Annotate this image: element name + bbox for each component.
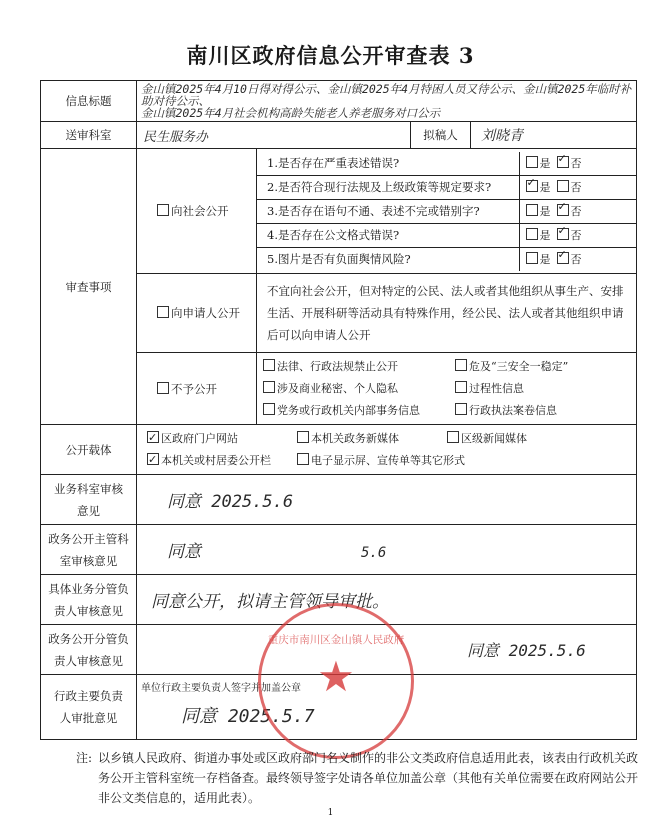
- q3-yes-label: 是: [539, 205, 551, 218]
- option-applicant[interactable]: [137, 274, 257, 353]
- q4-no-checkbox[interactable]: [557, 228, 569, 240]
- footnote: [76, 748, 639, 808]
- applicant-label: 向申请人公开: [171, 306, 240, 320]
- official-seal: [258, 603, 414, 759]
- q1-no-checkbox[interactable]: [557, 156, 569, 168]
- question-2: 2.是否符合现行法规及上级政策等规定要求?: [257, 175, 519, 199]
- social-label: 向社会公开: [171, 204, 229, 218]
- form-title: 南川区政府信息公开审查表 3: [186, 43, 475, 68]
- reason-process[interactable]: [455, 382, 524, 395]
- department-label: 送审科室: [41, 122, 137, 149]
- q4-yes-checkbox[interactable]: [526, 228, 538, 240]
- carrier-options: [137, 425, 637, 475]
- reason-security-label: 危及“三安全一稳定”: [469, 359, 569, 373]
- q1-yes-checkbox[interactable]: [526, 156, 538, 168]
- gov-section-review-value[interactable]: [137, 525, 637, 575]
- star-icon: ★: [317, 652, 355, 701]
- question-3-answers[interactable]: [519, 199, 636, 223]
- not-public-checkbox[interactable]: [157, 382, 169, 394]
- biz-review-value[interactable]: 同意 2025.5.6: [137, 475, 637, 525]
- q2-yes-label: 是: [539, 181, 551, 194]
- question-3: 3.是否存在语句不通、表述不完或错别字?: [257, 199, 519, 223]
- not-public-reasons: [257, 353, 637, 425]
- q5-no-label: 否: [570, 253, 582, 266]
- social-checkbox[interactable]: [157, 204, 169, 216]
- q3-no-label: 否: [570, 205, 582, 218]
- reason-internal-checkbox[interactable]: [263, 403, 275, 415]
- carrier-portal-label: 区政府门户网站: [161, 431, 238, 445]
- carrier-news[interactable]: [447, 432, 527, 445]
- gov-section-review-date: 5.6: [361, 545, 387, 561]
- q5-yes-label: 是: [539, 253, 551, 266]
- carrier-bulletin-label: 本机关或村居委公开栏: [161, 453, 271, 467]
- applicant-checkbox[interactable]: [157, 306, 169, 318]
- reason-law[interactable]: [263, 356, 455, 378]
- carrier-portal-checkbox[interactable]: [147, 431, 159, 443]
- carrier-screen-label: 电子显示屏、宣传单等其它形式: [311, 453, 465, 467]
- gov-section-review-label: 政务公开主管科室审核意见: [41, 525, 137, 575]
- drafter-label: 拟稿人: [411, 122, 471, 149]
- question-4: 4.是否存在公文格式错误?: [257, 223, 519, 247]
- carrier-news-checkbox[interactable]: [447, 431, 459, 443]
- applicant-description: 不宜向社会公开，但对特定的公民、法人或者其他组织从事生产、安排生活、开展科研等活动具有特殊作用，经公民、法人或者其他组织申请后可以向申请人公开: [257, 274, 637, 353]
- admin-leader-review-value: 同意 2025.5.7: [181, 706, 315, 727]
- reason-privacy-checkbox[interactable]: [263, 381, 275, 393]
- reason-security[interactable]: [455, 360, 568, 373]
- option-social[interactable]: [137, 149, 257, 274]
- reason-row: [263, 378, 636, 400]
- reason-law-label: 法律、行政法规禁止公开: [277, 359, 398, 373]
- question-list: [257, 152, 636, 271]
- q2-no-label: 否: [570, 181, 582, 194]
- gov-leader-review-value[interactable]: 同意 2025.5.6: [137, 625, 637, 675]
- carrier-new-media-label: 本机关政务新媒体: [311, 431, 399, 445]
- reason-row: [263, 400, 636, 422]
- footnote-lead: 注:: [76, 751, 93, 765]
- q4-yes-label: 是: [539, 229, 551, 242]
- reason-process-label: 过程性信息: [469, 381, 524, 395]
- gov-section-review-text: 同意: [167, 542, 201, 562]
- carrier-portal[interactable]: [147, 428, 297, 450]
- page-number: 1: [327, 808, 334, 818]
- gov-leader-review-label: 政务公开分管负责人审核意见: [41, 625, 137, 675]
- carrier-news-label: 区级新闻媒体: [461, 431, 527, 445]
- info-title-label: 信息标题: [41, 81, 137, 122]
- info-title-line-1: 金山镇2025年4月10日得对得公示、金山镇2025年4月特困人员又待公示、金山镇2025年临时补助对待公示、: [141, 82, 632, 108]
- not-public-label: 不予公开: [171, 381, 217, 396]
- question-5-answers[interactable]: [519, 247, 636, 271]
- admin-leader-note: 单位行政主要负责人签字并加盖公章: [141, 683, 301, 694]
- carrier-label: 公开载体: [41, 425, 137, 475]
- question-1: 1.是否存在严重表述错误?: [257, 152, 519, 176]
- reason-privacy-label: 涉及商业秘密、个人隐私: [277, 381, 398, 395]
- carrier-new-media-checkbox[interactable]: [297, 431, 309, 443]
- biz-review-label: 业务科室审核意见: [41, 475, 137, 525]
- question-5: 5.图片是否有负面舆情风险?: [257, 247, 519, 271]
- q2-no-checkbox[interactable]: [557, 180, 569, 192]
- footnote-text: 以乡镇人民政府、街道办事处或区政府部门名义制作的非公文类政府信息适用此表，该表由行政机关政务公开主管科室统一存档备查。最终领导签字处请各单位加盖公章（其他有关单位需要在政府网站公开非公文类信息的，适用此表）。: [98, 751, 639, 805]
- reason-enforcement-checkbox[interactable]: [455, 403, 467, 415]
- q5-no-checkbox[interactable]: [557, 252, 569, 264]
- drafter-value[interactable]: 刘晓青: [471, 122, 637, 149]
- review-items-label: 审查事项: [41, 149, 137, 425]
- reason-internal[interactable]: [263, 400, 455, 422]
- carrier-row: [147, 450, 636, 472]
- admin-leader-review-label: 行政主要负责人审批意见: [41, 675, 137, 740]
- q1-no-label: 否: [570, 157, 582, 170]
- carrier-screen-checkbox[interactable]: [297, 453, 309, 465]
- reason-internal-label: 党务或行政机关内部事务信息: [277, 403, 420, 417]
- reason-privacy[interactable]: [263, 378, 455, 400]
- reason-security-checkbox[interactable]: [455, 359, 467, 371]
- info-title-value[interactable]: [137, 81, 637, 122]
- q3-yes-checkbox[interactable]: [526, 204, 538, 216]
- question-4-answers[interactable]: [519, 223, 636, 247]
- reason-process-checkbox[interactable]: [455, 381, 467, 393]
- carrier-bulletin[interactable]: [147, 450, 297, 472]
- carrier-row: [147, 428, 636, 450]
- reason-law-checkbox[interactable]: [263, 359, 275, 371]
- carrier-screen[interactable]: [297, 454, 465, 467]
- question-1-answers[interactable]: [519, 152, 636, 176]
- q4-no-label: 否: [570, 229, 582, 242]
- carrier-new-media[interactable]: [297, 428, 447, 450]
- department-value[interactable]: 民生服务办: [137, 122, 411, 149]
- q1-yes-label: 是: [539, 157, 551, 170]
- option-not-public[interactable]: [137, 353, 257, 425]
- q5-yes-checkbox[interactable]: [526, 252, 538, 264]
- biz-leader-review-value[interactable]: 同意公开，拟请主管领导审批。: [137, 575, 637, 625]
- reason-row: [263, 356, 636, 378]
- reason-enforcement[interactable]: [455, 404, 557, 417]
- q3-no-checkbox[interactable]: [557, 204, 569, 216]
- carrier-bulletin-checkbox[interactable]: [147, 453, 159, 465]
- question-2-answers[interactable]: [519, 175, 636, 199]
- info-title-line-2: 金山镇2025年4月社会机构高龄失能老人养老服务对口公示: [141, 106, 441, 120]
- seal-text: 重庆市南川区金山镇人民政府: [267, 634, 405, 646]
- q2-yes-checkbox[interactable]: [526, 180, 538, 192]
- reason-enforcement-label: 行政执法案卷信息: [469, 403, 557, 417]
- biz-leader-review-label: 具体业务分管负责人审核意见: [41, 575, 137, 625]
